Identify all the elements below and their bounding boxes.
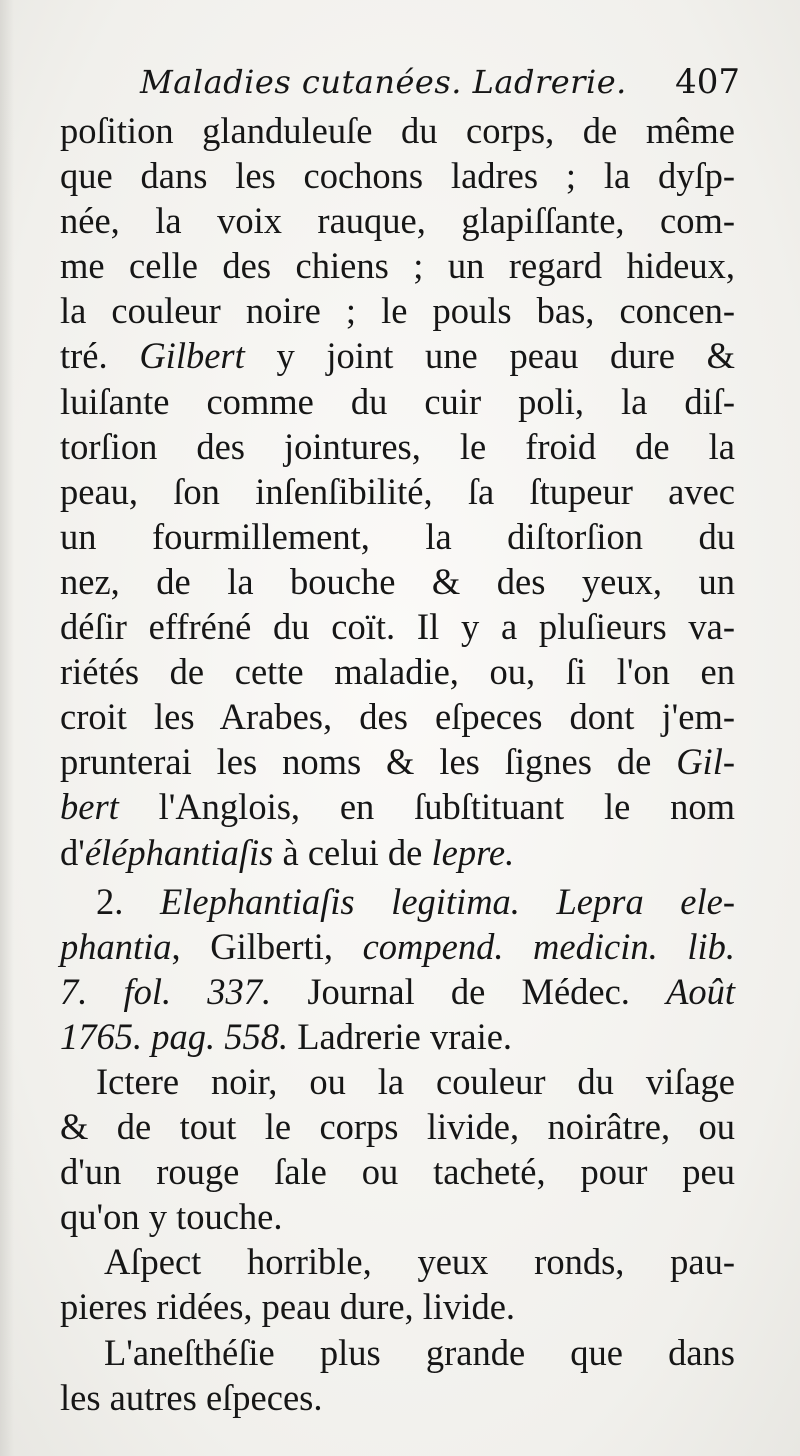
text-line: 7. fol. 337. Journal de Médec. Août (60, 970, 735, 1012)
running-head (140, 60, 740, 104)
text-line: la couleur noire ; le pouls bas, concen- (60, 290, 735, 332)
text-line: née, la voix rauque, glapiſſante, com- (60, 200, 735, 242)
body-text (60, 108, 735, 1420)
text-line: peau, ſon inſenſibilité, ſa ſtupeur avec (60, 470, 735, 512)
text-line: luiſante comme du cuir poli, la diſ- (60, 380, 735, 422)
running-head-title: Maladies cutanées. Ladrerie. (140, 63, 627, 101)
text-line: qu'on y touche. (60, 1196, 283, 1238)
text-line: pieres ridées, peau dure, livide. (60, 1286, 516, 1328)
page-number: 407 (675, 62, 740, 102)
text-line: d'éléphantiaſis à celui de lepre. (60, 831, 515, 873)
text-line: que dans les cochons ladres ; la dyſp- (60, 155, 735, 197)
text-line: nez, de la bouche & des yeux, un (60, 560, 735, 602)
text-line: un fourmillement, la diſtorſion du (60, 515, 735, 557)
text-line: les autres eſpeces. (60, 1376, 323, 1418)
text-line: me celle des chiens ; un regard hideux, (60, 245, 735, 287)
text-line: croit les Arabes, des eſpeces dont j'em- (60, 696, 735, 738)
text-line: poſition glanduleuſe du corps, de même (60, 110, 735, 151)
text-line: Ictere noir, ou la couleur du viſage (96, 1060, 735, 1102)
text-line: Aſpect horrible, yeux ronds, pau- (104, 1241, 735, 1283)
text-line: riétés de cette maladie, ou, ſi l'on en (60, 651, 735, 693)
page-gutter-shadow (0, 0, 14, 1456)
text-line: L'aneſthéſie plus grande que dans (104, 1331, 735, 1373)
text-line: d'un rouge ſale ou tacheté, pour peu (60, 1151, 735, 1193)
text-line: prunterai les noms & les ſignes de Gil- (60, 741, 735, 783)
text-line: 1765. pag. 558. Ladrerie vraie. (60, 1015, 513, 1057)
entry-heading: 2. Elephantiaſis legitima. Lepra ele- (96, 880, 735, 922)
text-line: tré. Gilbert y joint une peau dure & (60, 335, 735, 377)
text-line: bert l'Anglois, en ſubſtituant le nom (60, 786, 735, 828)
text-line: torſion des jointures, le froid de la (60, 425, 735, 467)
author-name: Gilbert (139, 335, 245, 377)
text-line: déſir effréné du coït. Il y a pluſieurs va- (60, 606, 735, 648)
text-line: phantia, Gilberti, compend. medicin. lib. (60, 925, 735, 967)
text-line: & de tout le corps livide, noirâtre, ou (60, 1106, 735, 1148)
